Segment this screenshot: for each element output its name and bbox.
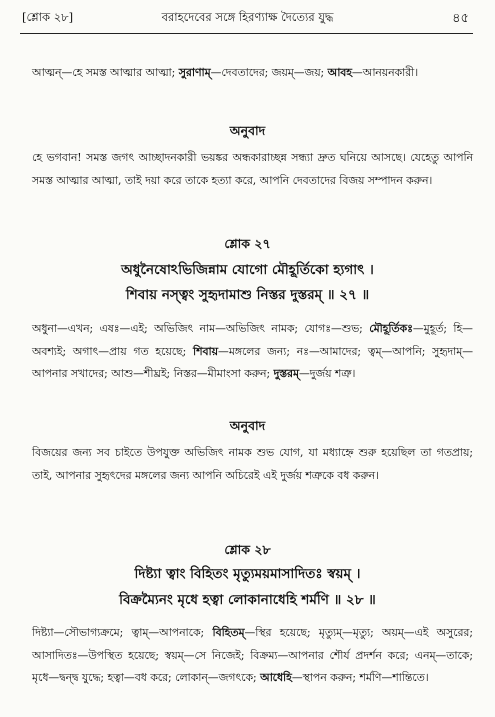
synonym-bold: আবহ (327, 66, 352, 79)
synonym-text: —মুহূর্ত; হি—অবশ্যই; অগাৎ—প্রায় গত হয়েছে; (32, 322, 473, 358)
verse-line: দিষ্ট্যা ত্বাং বিহিতং মৃত্যুময়মাসাদিতঃ স্বয়ম্ । (134, 566, 361, 582)
page-number: ৪৫ (452, 11, 469, 26)
synonym-text: অধুনা—এখন; এষঃ—এই; অভিজিৎ নাম—অভিজিৎ নামক; যোগঃ—শুভ; (32, 322, 370, 335)
translation-text: হে ভগবান! সমস্ত জগৎ আচ্ছাদনকারী ভয়ঙ্কর অন্ধকারাচ্ছন্ন সন্ধ্যা দ্রুত ঘনিয়ে আসছে। যেহেতু আপনি সমস্ত আত্মার আত্মা, তাই দয়া করে তাকে হত্যা করে, আপনি দেবতাদের বিজয় সম্পাদন করুন। (32, 151, 473, 187)
synonym-bold: বিহিতম্ (212, 626, 245, 639)
synonym-text: —দুর্জয় শত্রু। (298, 367, 356, 380)
synonym-bold: দুস্তরম্ (273, 367, 299, 380)
verse-heading: শ্লোক ২৭ (224, 236, 271, 251)
translation-heading: অনুবাদ (229, 123, 266, 138)
synonym-bold: সুরাণাম্ (178, 66, 211, 79)
synonym-text: দিষ্ট্যা—সৌভাগ্যক্রমে; ত্বাম্—আপনাকে; (32, 626, 213, 639)
verse-heading: শ্লোক ২৮ (224, 542, 271, 557)
synonym-text: —স্থাপন করুন; শর্মণি—শান্তিতে। (291, 671, 429, 684)
translation-text: বিজয়ের জন্য সব চাইতে উপযুক্ত অভিজিৎ নামক শুভ যোগ, যা মধ্যাহ্নে শুরু হয়েছিল তা গতপ্রায়; তাই, আপনার সুহৃৎদের মঙ্গলের জন্য আপনি অচিরেই এই দুর্জয় শত্রুকে বধ করুন। (32, 446, 473, 482)
synonym-bold: মৌহূর্তিকঃ (369, 322, 413, 335)
synonyms-continued (32, 62, 473, 85)
verse-reference: [শ্লোক ২৮] (22, 10, 74, 24)
synonyms-27 (32, 318, 473, 386)
verse-line: শিবায় নস্ত্বং সুহৃদামাশু নিস্তর দুস্তরম্ ॥ ২৭ ॥ (125, 287, 370, 303)
synonym-text: —দেবতাদের; জয়ম্—জয়; (210, 66, 328, 79)
synonym-bold: শিবায় (193, 344, 219, 358)
synonym-text: —মঙ্গলের জন্য; নঃ—আমাদের; ত্বম্—আপনি; সুহৃদাম্—আপনার সখাদের; আশু—শীঘ্রই; নিস্তর—মীমাংসা করুন; (32, 344, 473, 380)
chapter-title: বরাহদেবের সঙ্গে হিরণ্যাক্ষ দৈত্যের যুদ্ধ (161, 10, 334, 24)
synonym-text: আত্মন্—হে সমস্ত আত্মার আত্মা; (32, 66, 179, 79)
header-rule (20, 33, 473, 34)
synonym-text: —স্থির হয়েছে; মৃত্যুম্—মৃত্যু; অয়ম্—এই অসুরের; আসাদিতঃ—উপস্থিত হয়েছে; স্বয়ম্—সে নিজেই; বিক্রম্য—আপনার শৌর্য প্রদর্শন করে; এনম্—তাকে; মৃধে—দ্বন্দ্ব যুদ্ধে; হত্বা—বধ করে; লোকান্—জগৎকে; (32, 626, 473, 684)
synonyms-28 (32, 622, 473, 690)
translation-heading: অনুবাদ (229, 418, 266, 433)
verse-line: বিক্রম্যৈনং মৃধে হত্বা লোকানাধেহি শর্মণি ॥ ২৮ ॥ (119, 592, 376, 608)
verse-line: অধুনৈষোঽভিজিন্নাম যোগো মৌহূর্তিকো হ্যগাৎ । (121, 262, 374, 278)
synonym-text: —আনয়নকারী। (351, 66, 419, 79)
synonym-bold: আধেহি (260, 671, 292, 684)
